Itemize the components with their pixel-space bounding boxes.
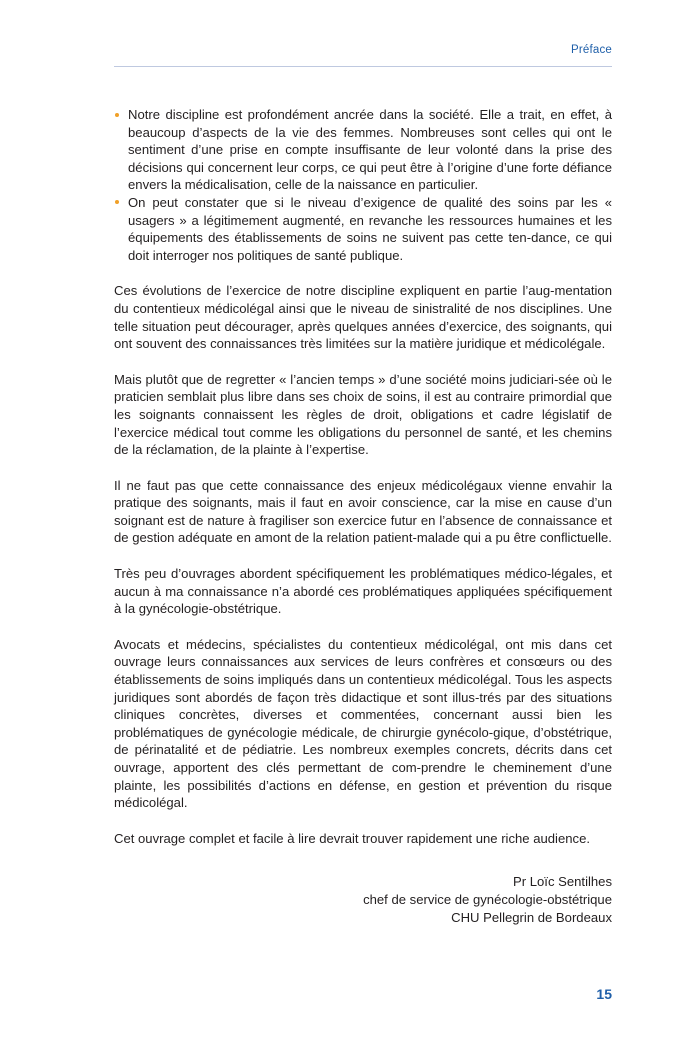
signature-name: Pr Loïc Sentilhes — [513, 874, 612, 890]
list-item-text: On peut constater que si le niveau d’exigence de qualité des soins par les « usagers » a légitimement augmenté, en revanche les ressources humaines et les équipements des établissements de soins ne suivent pas cette ten-dance, ce qui doit interroger nos politiques de santé publique. — [128, 194, 612, 263]
signature-role: chef de service de gynécologie-obstétrique — [363, 891, 612, 907]
text-column — [114, 106, 612, 926]
bullet-dot-icon — [115, 200, 119, 204]
list-item-text: Notre discipline est profondément ancrée dans la société. Elle a trait, en effet, à beaucoup d’aspects de la vie des femmes. Nombreuses sont celles qui ont le sentiment d’une prise en compte insuffisante de leur volonté dans la prise des décisions qui concernent leur corps, ce qui peut être à l’origine d’une forte défiance envers la médicalisation, celle de la naissance en particulier. — [128, 107, 612, 193]
signature-institution: CHU Pellegrin de Bordeaux — [451, 909, 612, 925]
page-number: 15 — [596, 986, 612, 1002]
body-paragraph: Avocats et médecins, spécialistes du contentieux médicolégal, ont mis dans cet ouvrage leurs connaissances aux services de leurs confrères et consœurs ou des établissements de soins impliqués dans un contentieux médicolégal. Tous les aspects juridiques sont abordés de façon très didactique et sont illus-trés par des situations cliniques concrètes, diverses et commentées, concernant aussi bien les problématiques de gynécologie médicale, de chirurgie gynécolo-gique, d’obstétrique, de périnatalité et de pédiatrie. Les nombreux exemples concrets, décrits dans cet ouvrage, apportent des clés permettant de com-prendre le cheminement d’une plainte, les possibilités d’actions en défense, en gestion et prévention du risque médicolégal. — [114, 636, 612, 811]
body-paragraph: Cet ouvrage complet et facile à lire devrait trouver rapidement une riche audience. — [114, 830, 590, 846]
list-item — [114, 194, 612, 264]
body-paragraph: Ces évolutions de l’exercice de notre discipline expliquent en partie l’aug-mentation du contentieux médicolégal ainsi que le niveau de sinistralité de nos disciplines. Une telle situation peut décourager, après quelques années d’exercice, des soignants, qui ont souvent des connaissances très limitées sur la matière juridique et médicolégale. — [114, 283, 612, 352]
list-item — [114, 106, 612, 194]
body-paragraph: Mais plutôt que de regretter « l’ancien temps » d’une société moins judiciari-sée où le praticien semblait plus libre dans ses choix de soins, il est au contraire primordial que les soignants connaissent les règles de droit, obligations et cadre législatif de l’exercice médical tout comme les obligations du personnel de santé, et les chemins de la réclamation, de la plainte à l’expertise. — [114, 371, 612, 458]
body-paragraph: Il ne faut pas que cette connaissance des enjeux médicolégaux vienne envahir la pratique des soignants, mais il faut en avoir conscience, car la mise en cause d’un soignant est de nature à fragiliser son exercice futur en l’absence de connaissance et de gestion adéquate en amont de la relation patient-malade qui a pu être conflictuelle. — [114, 477, 612, 546]
signature-block — [114, 873, 612, 926]
bullet-list — [114, 106, 612, 264]
body-paragraph: Très peu d’ouvrages abordent spécifiquement les problématiques médico-légales, et aucun à ma connaissance n’a abordé ces problématiques appliquées spécifiquement à la gynécologie-obstétrique. — [114, 566, 612, 617]
header-rule — [114, 66, 612, 67]
running-head: Préface — [570, 44, 612, 56]
bullet-dot-icon — [115, 113, 119, 117]
